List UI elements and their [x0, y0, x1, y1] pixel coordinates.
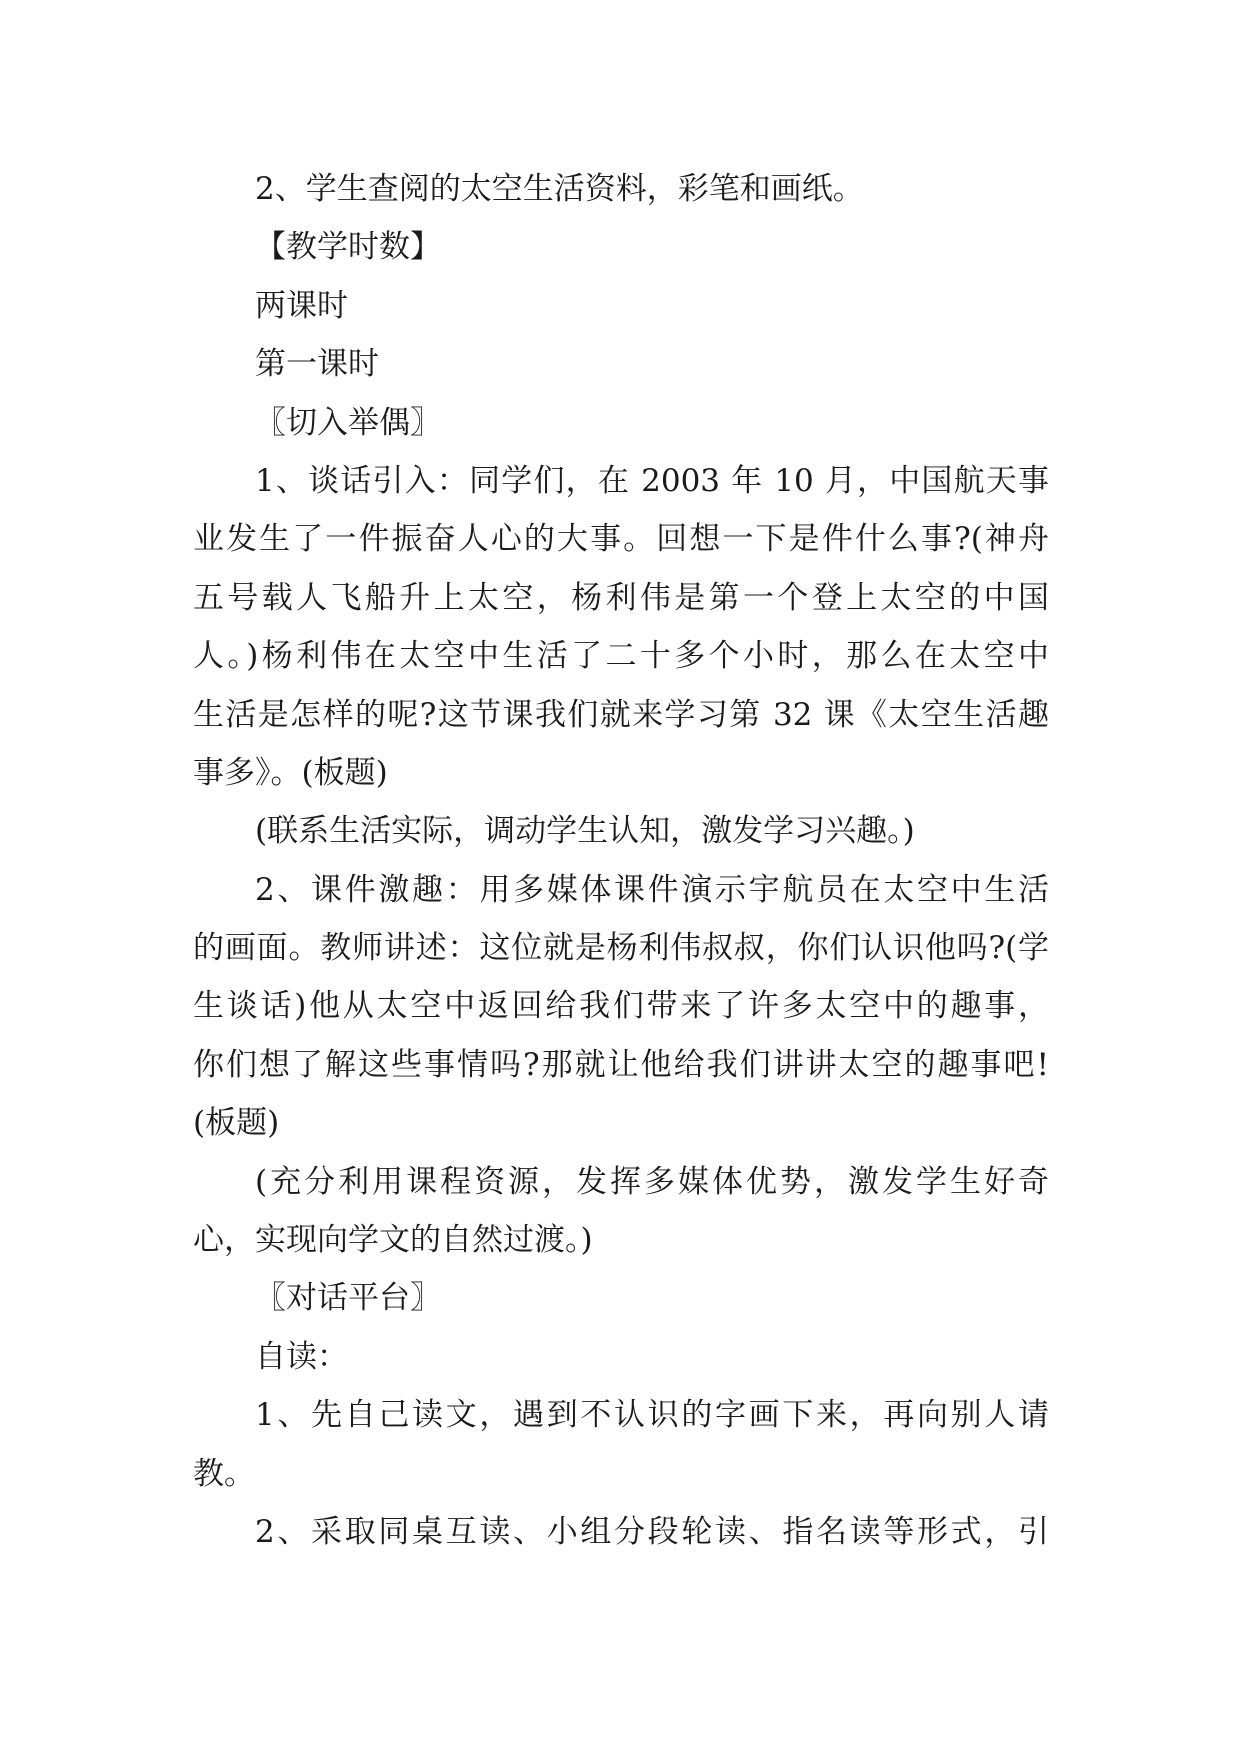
text-line: (充分利用课程资源，发挥多媒体优势，激发学生好奇	[255, 1163, 1049, 1200]
text-line: (板题)	[193, 1105, 280, 1142]
text-line: 人。)杨利伟在太空中生活了二十多个小时，那么在太空中	[193, 638, 1049, 675]
section-heading: 〖切入举偶〗	[255, 404, 441, 441]
text-line: 你们想了解这些事情吗?那就让他给我们讲讲太空的趣事吧!	[193, 1046, 1049, 1083]
text-line: 教。	[193, 1455, 255, 1492]
text-line: 心，实现向学文的自然过渡。)	[193, 1222, 593, 1259]
text-line: 2、学生查阅的太空生活资料，彩笔和画纸。	[255, 171, 864, 207]
text-line: 自读：	[255, 1338, 348, 1375]
document-body	[193, 160, 1049, 1561]
text-line: (联系生活实际，调动学生认知，激发学习兴趣。)	[255, 813, 915, 850]
text-line: 两课时	[255, 287, 348, 324]
text-line: 的画面。教师讲述：这位就是杨利伟叔叔，你们认识他吗?(学	[193, 930, 1049, 967]
text-line: 业发生了一件振奋人心的大事。回想一下是件什么事?(神舟	[193, 521, 1049, 558]
text-line: 生活是怎样的呢?这节课我们就来学习第 32 课《太空生活趣	[193, 696, 1049, 733]
text-line: 五号载人飞船升上太空，杨利伟是第一个登上太空的中国	[193, 579, 1049, 616]
text-line: 1、谈话引入：同学们，在 2003 年 10 月，中国航天事	[255, 462, 1049, 499]
section-heading: 【教学时数】	[255, 229, 441, 266]
text-line: 生谈话)他从太空中返回给我们带来了许多太空中的趣事，	[193, 988, 1049, 1025]
text-line: 事多》。(板题)	[193, 754, 388, 791]
lesson-heading: 第一课时	[255, 346, 379, 383]
text-line: 2、采取同桌互读、小组分段轮读、指名读等形式，引	[255, 1513, 1049, 1550]
text-line: 1、先自己读文，遇到不认识的字画下来，再向别人请	[255, 1397, 1049, 1434]
section-heading: 〖对话平台〗	[255, 1280, 441, 1317]
text-line: 2、课件激趣：用多媒体课件演示宇航员在太空中生活	[255, 871, 1049, 908]
